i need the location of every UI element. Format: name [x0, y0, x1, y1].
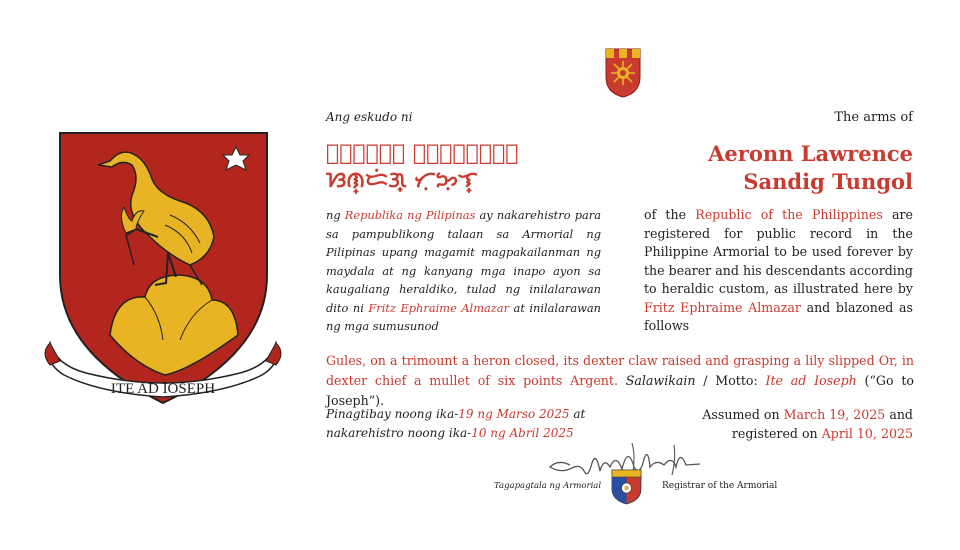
dates-en [702, 405, 913, 443]
text-segment: Pinagtibay noong ika- [326, 407, 459, 421]
text-segment: at inilalarawan ng mga sumusunod [326, 300, 602, 333]
republic-name-fil: Republika ng Pilipinas [344, 208, 476, 222]
registration-text-en [644, 206, 913, 336]
text-segment: are registered for public record in the Philippine Armorial to be used forever by the bearer and his descendants according to heraldic custom, as illustrated here by [644, 207, 913, 296]
text-segment: ng [326, 208, 345, 222]
text-segment: registered on [731, 426, 822, 441]
motto-label-fil: Salawikain [625, 373, 696, 388]
registration-text-fil [326, 206, 601, 336]
philippine-armorial-emblem-icon [604, 47, 642, 99]
arms-of-label-fil: Ang eskudo ni [326, 110, 413, 124]
baybayin-line-2: ᜐᜈ᜔ᜇᜒᜄ᜔ ᜆᜓᜅᜓᜎ᜔ [326, 167, 478, 193]
bearer-name [708, 140, 913, 196]
bearer-name-line-2: Sandig Tungol [743, 169, 913, 194]
bearer-name-baybayin [326, 140, 519, 194]
text-segment: and [885, 407, 913, 422]
motto-label-en: / Motto: [695, 373, 766, 388]
assumed-date-fil: 19 ng Marso 2025 [458, 407, 570, 421]
registered-date-fil: 10 ng Abril 2025 [471, 426, 574, 440]
text-segment: and blazoned as follows [644, 299, 913, 333]
motto: Ite ad Ioseph [765, 373, 857, 388]
artist-name-en: Fritz Ephraime Almazar [644, 299, 801, 315]
text-segment: ay nakarehistro para sa pampublikong talaan sa Armorial ng Pilipinas upang magamit magpakailanman ng maydala at ng kanyang mga inapo ayon sa kaugaliang heraldiko, tulad ng inilalarawan dito ni [326, 208, 602, 315]
bearer-name-line-1: Aeronn Lawrence [708, 141, 913, 166]
text-segment: of the [644, 207, 696, 222]
assumed-date-en: March 19, 2025 [783, 407, 886, 422]
republic-name-en: Republic of the Philippines [695, 207, 883, 222]
arms-of-label-en: The arms of [834, 110, 913, 125]
registrar-label-en: Registrar of the Armorial [662, 481, 778, 491]
text-segment: nakarehistro noong ika- [326, 426, 472, 440]
baybayin-line-1: ᜀᜒᜇᜓᜈ᜔ ᜎᜓᜇᜒᜈ᜔ᜐ᜔ [326, 140, 519, 166]
registered-date-en: April 10, 2025 [821, 426, 913, 441]
artist-name-fil: Fritz Ephraime Almazar [368, 300, 510, 315]
registrar-label-fil: Tagapagtala ng Armorial [494, 481, 602, 491]
motto-translation: (“Go to Joseph”). [326, 373, 914, 408]
text-segment: Assumed on [702, 407, 784, 422]
blazon-text: Gules, on a trimount a heron closed, its dexter claw raised and grasping a lily slipped Or, in dexter chief a mullet of six points Argent. [326, 353, 914, 388]
coat-of-arms-heron-icon [40, 125, 285, 425]
motto-scroll-text: ITE AD IOSEPH [110, 381, 216, 397]
text-segment: at [569, 407, 586, 421]
blazon [326, 351, 914, 411]
registrar-seal-icon [611, 469, 642, 505]
